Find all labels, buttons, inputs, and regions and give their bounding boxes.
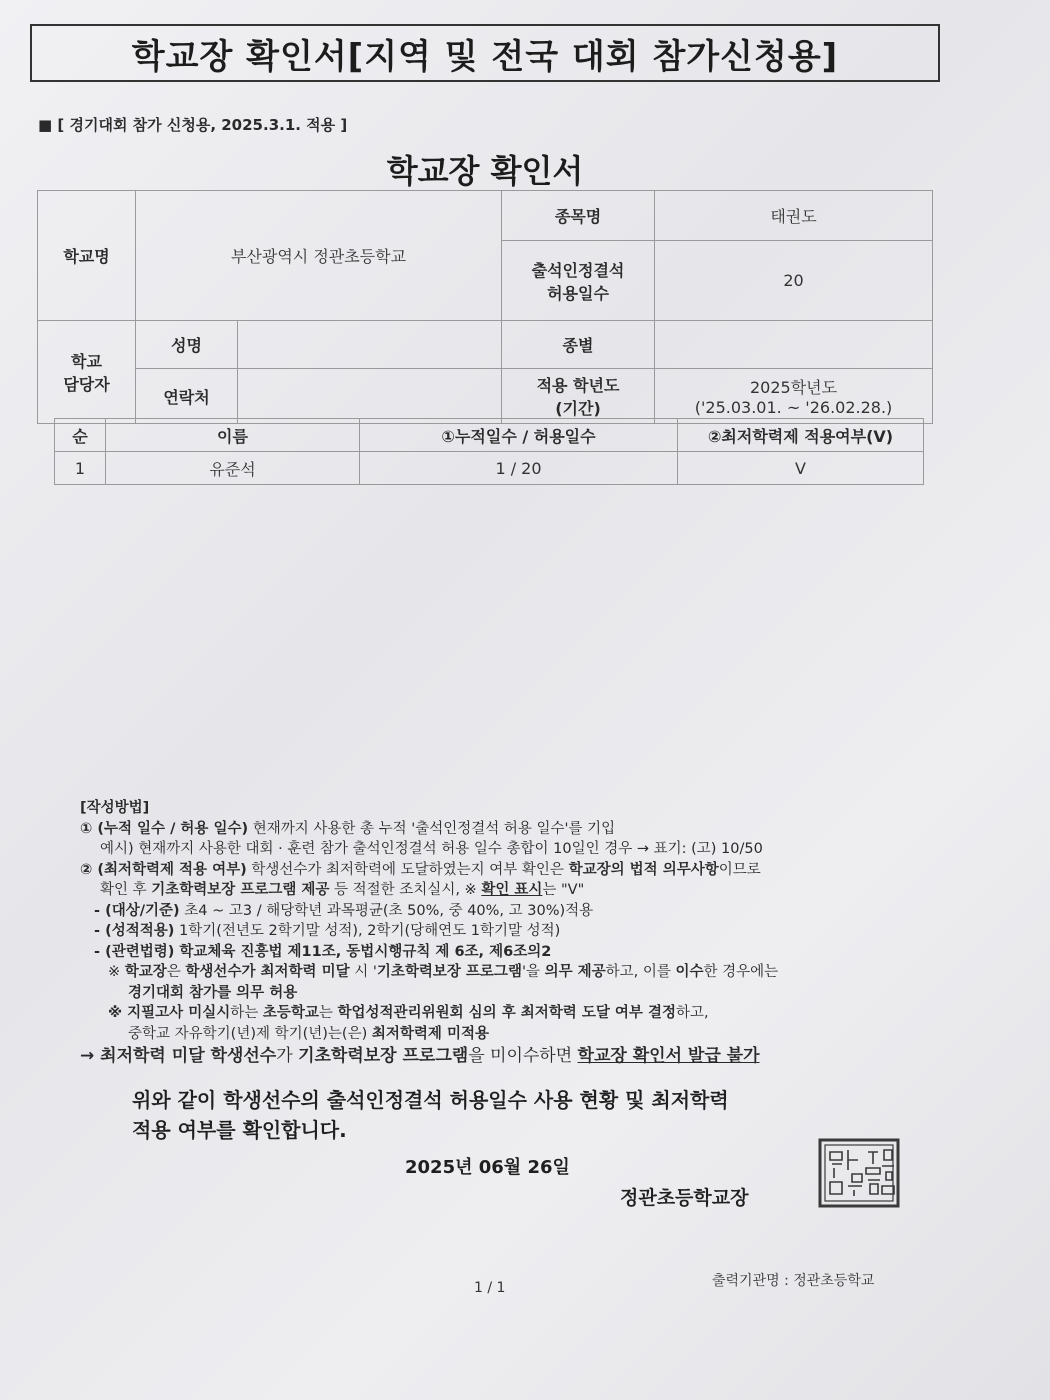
school-label: 학교명 xyxy=(38,191,136,321)
instruction-text: 확인 후 xyxy=(100,882,152,898)
instruction-line xyxy=(80,983,940,1004)
instruction-text: 기초학력보장 프로그램 제공 xyxy=(151,882,330,898)
col-header-days: ①누적일수 / 허용일수 xyxy=(360,419,678,452)
instruction-text: 학생선수가 최저학력에 도달하였는지 여부 확인은 xyxy=(246,861,569,878)
instruction-line xyxy=(80,962,940,983)
instruction-line xyxy=(80,880,940,901)
allowed-days-label-line1: 출석인정결석 xyxy=(531,260,625,280)
instruction-text: 의무 제공 xyxy=(544,964,606,980)
instruction-text: 학업성적관리위원회 심의 후 최저학력 도달 여부 결정 xyxy=(337,1005,676,1021)
official-seal-icon xyxy=(818,1138,900,1208)
manager-label-line2: 담당자 xyxy=(63,375,110,394)
instruction-text: ② (최저학력제 적용 여부) xyxy=(80,861,247,878)
instruction-text: 는 "V" xyxy=(542,882,585,898)
instruction-text: 현재까지 사용한 총 누적 '출석인정결석 허용 일수'를 기입 xyxy=(248,820,616,837)
instructions-heading xyxy=(80,798,940,819)
col-header-min-academic: ②최저학력제 적용여부(V) xyxy=(678,419,924,452)
instruction-text: - (성적적용) xyxy=(94,923,175,939)
name-value xyxy=(238,321,502,369)
row-min-academic: V xyxy=(678,452,924,485)
confirmation-line2: 적용 여부를 확인합니다. xyxy=(132,1118,347,1142)
table-row xyxy=(55,452,924,485)
instruction-text: 하는 xyxy=(230,1005,263,1021)
instruction-text: ※ 지필고사 미실시 xyxy=(108,1005,231,1021)
year-label-line1: 적용 학년도 xyxy=(536,376,620,395)
header-title: 학교장 확인서[지역 및 전국 대회 참가신청용] xyxy=(131,36,839,77)
instruction-text: '을 xyxy=(521,964,545,980)
instruction-text: 1학기(전년도 2학기말 성적), 2학기(당해연도 1학기말 성적) xyxy=(174,923,561,939)
print-organization: 출력기관명 : 정관초등학교 xyxy=(712,1273,875,1289)
instruction-text: 학교장 확인서 발급 불가 xyxy=(577,1046,760,1066)
sport-value: 태권도 xyxy=(655,191,933,241)
instruction-line xyxy=(80,819,940,840)
confirmation-statement xyxy=(132,1085,729,1145)
writing-instructions xyxy=(80,798,940,1067)
instruction-text: - (대상/기준) xyxy=(94,902,180,919)
instruction-line xyxy=(80,1024,940,1045)
sport-label: 종목명 xyxy=(502,191,655,241)
instruction-text: 경기대회 참가를 의무 허용 xyxy=(128,984,298,1001)
instruction-text: 이수 xyxy=(675,964,704,980)
issue-date: 2025년 06월 26일 xyxy=(405,1157,570,1178)
instruction-text: 학교장 xyxy=(124,964,167,980)
instruction-text: 등 적절한 조치실시, ※ xyxy=(329,882,482,898)
row-name: 유준석 xyxy=(106,452,360,485)
instruction-text: 초4 ~ 고3 / 해당학년 과목평균(초 50%, 중 40%, 고 30%)적용 xyxy=(179,902,594,919)
row-no: 1 xyxy=(55,452,106,485)
info-table xyxy=(37,190,933,424)
instruction-text: 하고, 이를 xyxy=(605,964,676,980)
athlete-table-header xyxy=(55,419,924,452)
instructions-heading-text: [작성방법] xyxy=(80,800,150,816)
instruction-text: 시 ' xyxy=(349,964,377,980)
instruction-text: 예시) 현재까지 사용한 대회 · 훈련 참가 출석인정결석 허용 일수 총합이 10일인 경우 → 표기: (고) 10/50 xyxy=(100,841,763,857)
instruction-text: 이므로 xyxy=(718,861,761,878)
instruction-text: 초등학교 xyxy=(262,1005,319,1021)
instruction-text: 을 미이수하면 xyxy=(468,1046,578,1066)
year-value-period: ('25.03.01. ~ '26.02.28.) xyxy=(694,398,893,417)
instruction-line xyxy=(80,1003,940,1024)
school-value: 부산광역시 정관초등학교 xyxy=(136,191,502,321)
manager-label-line1: 학교 xyxy=(71,352,102,371)
instruction-text: 는 xyxy=(318,1005,338,1021)
instruction-text: → 최저학력 미달 학생선수 xyxy=(80,1046,277,1066)
instruction-text: 학교체육 진흥법 제11조, 동법시행규칙 제 6조, 제6조의2 xyxy=(174,943,552,960)
instruction-text: 최저학력제 미적용 xyxy=(371,1025,489,1042)
instruction-line xyxy=(80,942,940,963)
instruction-text: 하고, xyxy=(675,1005,709,1021)
allowed-days-label xyxy=(502,241,655,321)
instruction-line xyxy=(80,921,940,942)
col-header-no: 순 xyxy=(55,419,106,452)
instruction-line xyxy=(80,860,940,881)
year-value xyxy=(655,369,933,424)
instruction-text: 한 경우에는 xyxy=(703,964,779,980)
instruction-text: ① (누적 일수 / 허용 일수) xyxy=(80,820,249,837)
instruction-text: 기초학력보장 프로그램 xyxy=(298,1046,469,1066)
year-label-line2: (기간) xyxy=(555,399,601,418)
instruction-line xyxy=(80,1046,940,1067)
form-subheader: ■ [ 경기대회 참가 신청용, 2025.3.1. 적용 ] xyxy=(38,116,348,134)
confirmation-line1: 위와 같이 학생선수의 출석인정결석 허용일수 사용 현황 및 최저학력 xyxy=(132,1088,729,1112)
instruction-text: 가 xyxy=(276,1046,299,1066)
instruction-text: 학교장의 법적 의무사항 xyxy=(568,861,719,878)
instruction-text: 학생선수가 최저학력 미달 xyxy=(185,964,350,980)
instruction-text: 기초학력보장 프로그램 xyxy=(376,964,522,980)
allowed-days-value: 20 xyxy=(655,241,933,321)
instruction-text: - (관련법령) xyxy=(94,943,175,960)
contact-value xyxy=(238,369,502,424)
instruction-text: 은 xyxy=(166,964,186,980)
instruction-line xyxy=(80,901,940,922)
instruction-line xyxy=(80,839,940,860)
document-header xyxy=(30,24,940,82)
manager-label xyxy=(38,321,136,424)
category-label: 종별 xyxy=(502,321,655,369)
instruction-text: 확인 표시 xyxy=(481,882,543,898)
allowed-days-label-line2: 허용일수 xyxy=(547,283,609,303)
name-label: 성명 xyxy=(136,321,238,369)
athlete-table xyxy=(54,418,924,485)
contact-label: 연락처 xyxy=(136,369,238,424)
category-value xyxy=(655,321,933,369)
instruction-text: 중학교 자유학기(년)제 학기(년)는(은) xyxy=(128,1025,372,1042)
year-label xyxy=(502,369,655,424)
principal-signature: 정관초등학교장 xyxy=(620,1187,749,1209)
year-value-line1: 2025학년도 xyxy=(749,378,838,397)
page-number: 1 / 1 xyxy=(474,1280,506,1296)
instruction-text: ※ xyxy=(108,964,125,980)
document-title: 학교장 확인서 xyxy=(386,152,584,190)
col-header-name: 이름 xyxy=(106,419,360,452)
row-days: 1 / 20 xyxy=(360,452,678,485)
